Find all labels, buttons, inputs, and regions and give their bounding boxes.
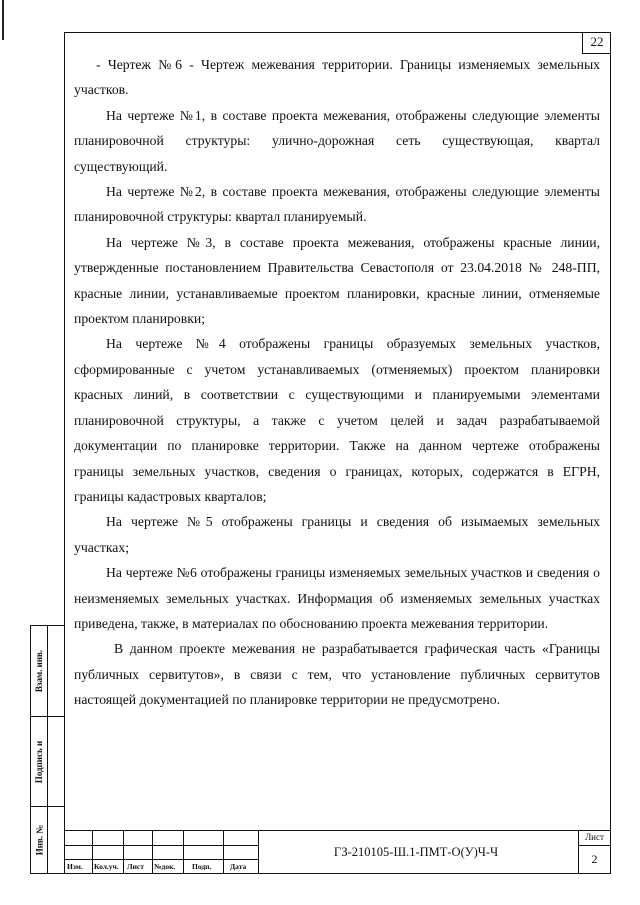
paragraph-5: На чертеже №4 отображены границы образуемых земельных участков, сформированные с учетом устанавливаемых (отменяемых) проектом планировки красных линий, в соответствии с существующими и планируемыми элементами планировочной структуры, а также с учетом целей и задач разрабатываемой документации по планировке территории. Также на данном чертеже отображены границы земельных участков, сведения о границах, которых, содержатся в ЕГРН, границы кадастровых кварталов; [74,336,600,504]
side-label-podpis: Подпись и [34,740,45,783]
paragraph-2: На чертеже №1, в составе проекта межевания, отображены следующие элементы планировочной структуры: улично-дорожная сеть существующая, квартал существующий. [74,107,600,174]
document-body [74,52,600,713]
side-stamp-inv [30,807,64,874]
paragraph-1: - Чертеж №6 - Чертеж межевания территории. Границы изменяемых земельных участков. [74,57,600,98]
sheet-number: 2 [591,852,598,866]
tb-col-2 [123,830,124,874]
paragraph-7: На чертеже №6 отображены границы изменяемых земельных участков и сведения о неизменяемых земельных участках. Информация об изменяемых земельных участках приведена, также, в материалах по обоснованию проекта межевания территории. [74,565,600,631]
tb-header-podp: Подп. [192,862,212,871]
paragraph-4: На чертеже №3, в составе проекта межевания, отображены красные линии, утвержденные постановлением Правительства Севастополя от 23.04.2018 № 248-ПП, красные линии, устанавливаемые проектом планировки, красные линии, отменяемые проектом планировки; [74,234,600,327]
tb-header-ndok: №док. [154,862,176,871]
edge-mark [2,0,4,40]
tb-col-4 [183,830,184,874]
title-block-sheet-line [578,845,611,846]
paragraph-8: В данном проекте межевания не разрабатывается графическая часть «Границы публичных сервитутов», в связи с тем, что установление публичных сервитутов настоящей документацией по планировке территории не предусмотрено. [74,641,600,708]
tb-header-izm: Изм. [67,862,83,871]
title-block-row-line-2 [64,859,258,860]
paragraph-6: На чертеже №5 отображены границы и сведения об изымаемых земельных участках; [74,514,600,555]
title-block-row-line-1 [64,845,258,846]
document-code: ГЗ-210105-Ш.1-ПМТ-О(У)Ч-Ч [333,844,499,859]
tb-col-3 [152,830,153,874]
tb-header-data: Дата [230,862,247,871]
tb-col-1 [92,830,93,874]
page-number-top: 22 [582,32,611,54]
sheet-label: Лист [585,832,604,842]
side-stamp-vzam [30,625,64,717]
tb-header-koluch: Кол.уч. [94,862,119,871]
side-label-inv: Инв. № [34,824,44,856]
paragraph-3: На чертеже №2, в составе проекта межевания, отображены следующие элементы планировочной структуры: квартал планируемый. [74,184,600,225]
tb-header-list: Лист [127,862,144,871]
tb-col-5 [223,830,224,874]
side-label-vzam: Взам. инв. [34,649,45,693]
side-stamp-podpis [30,717,64,807]
